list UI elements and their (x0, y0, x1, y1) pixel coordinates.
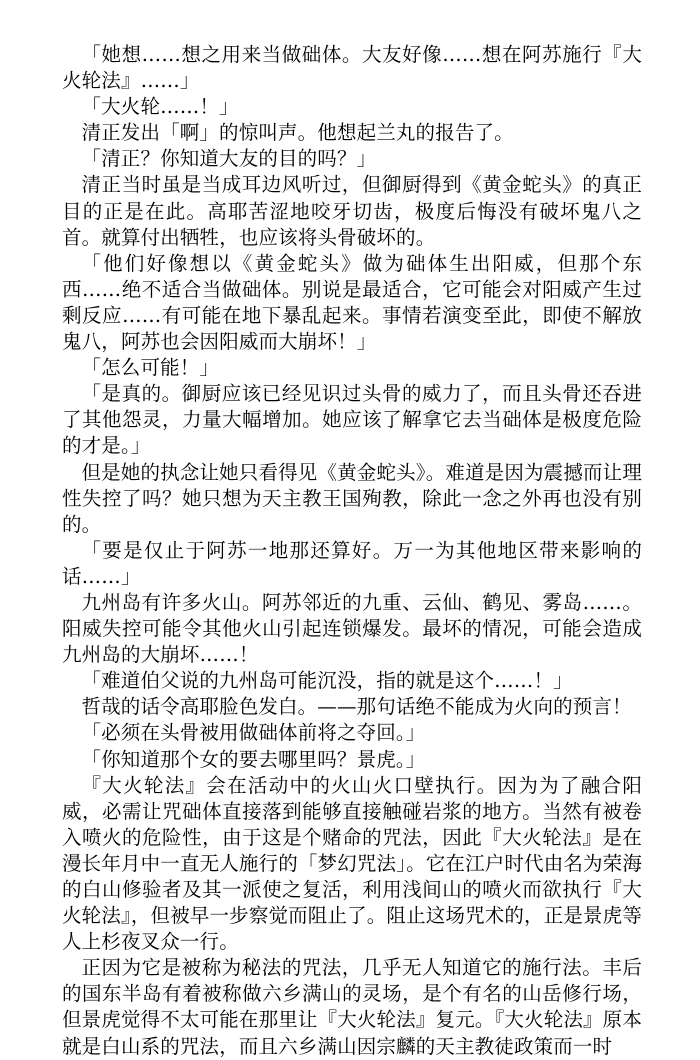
paragraph: 九州岛有许多火山。阿苏邻近的九重、云仙、鹤见、雾岛……。阳威失控可能令其他火山引起连锁爆发。最坏的情况，可能会造成九州岛的大崩坏……！ (62, 590, 642, 667)
paragraph: 清正当时虽是当成耳边风听过，但御厨得到《黄金蛇头》的真正目的正是在此。高耶苦涩地咬牙切齿，极度后悔没有破坏鬼八之首。就算付出牺牲，也应该将头骨破坏的。 (62, 173, 642, 249)
paragraph: 但是她的执念让她只看得见《黄金蛇头》。难道是因为震撼而让理性失控了吗？她只想为天主教王国殉教，除此一念之外再也没有别的。 (62, 460, 642, 536)
paragraph: 清正发出「啊」的惊叫声。他想起兰丸的报告了。 (81, 121, 514, 145)
paragraph: 正因为它是被称为秘法的咒法，几乎无人知道它的施行法。丰后的国东半岛有着被称做六乡满山的灵场，是个有名的山岳修行场，但景虎觉得不太可能在那里让『大火轮法』复元。『大火轮法』原本就是白山系的咒法，而且六乡满山因宗麟的天主教徒政策而一时 (62, 956, 642, 1058)
paragraph: 「必须在头骨被用做础体前将之夺回。」 (81, 721, 426, 745)
paragraph: 「难道伯父说的九州岛可能沉没，指的就是这个……！」 (81, 669, 573, 693)
paragraph: 「是真的。御厨应该已经见识过头骨的威力了，而且头骨还吞进了其他怨灵，力量大幅增加。她应该了解拿它去当础体是极度危险的才是。」 (62, 382, 642, 458)
paragraph: 「她想……想之用来当做础体。大友好像……想在阿苏施行『大火轮法』……」 (62, 43, 642, 93)
document-page (62, 42, 642, 1060)
paragraph: 「怎么可能！」 (81, 356, 220, 380)
paragraph: 「你知道那个女的要去哪里吗？景虎。」 (81, 747, 426, 771)
paragraph: 「清正？你知道大友的目的吗？」 (81, 147, 377, 171)
paragraph: 「要是仅止于阿苏一地那还算好。万一为其他地区带来影响的话……」 (62, 538, 642, 588)
paragraph: 『大火轮法』会在活动中的火山火口壁执行。因为为了融合阳威，必需让咒础体直接落到能够直接触碰岩浆的地方。当然有被卷入喷火的危险性，由于这是个赌命的咒法，因此『大火轮法』是在漫长年月中一直无人施行的「梦幻咒法」。它在江户时代由名为荣海的白山修验者及其一派使之复活，利用浅间山的喷火而欲执行『大火轮法』，但被早一步察觉而阻止了。阻止这场咒术的，正是景虎等人上杉夜叉众一行。 (62, 773, 642, 954)
paragraph: 「他们好像想以《黄金蛇头》做为础体生出阳威，但那个东西……绝不适合当做础体。别说是最适合，它可能会对阳威产生过剩反应……有可能在地下暴乱起来。事情若演变至此，即使不解放鬼八，阿苏也会因阳威而大崩坏！」 (62, 251, 642, 354)
paragraph: 「大火轮……！」 (81, 95, 239, 119)
paragraph: 哲哉的话令高耶脸色发白。——那句话绝不能成为火向的预言！ (81, 695, 632, 719)
